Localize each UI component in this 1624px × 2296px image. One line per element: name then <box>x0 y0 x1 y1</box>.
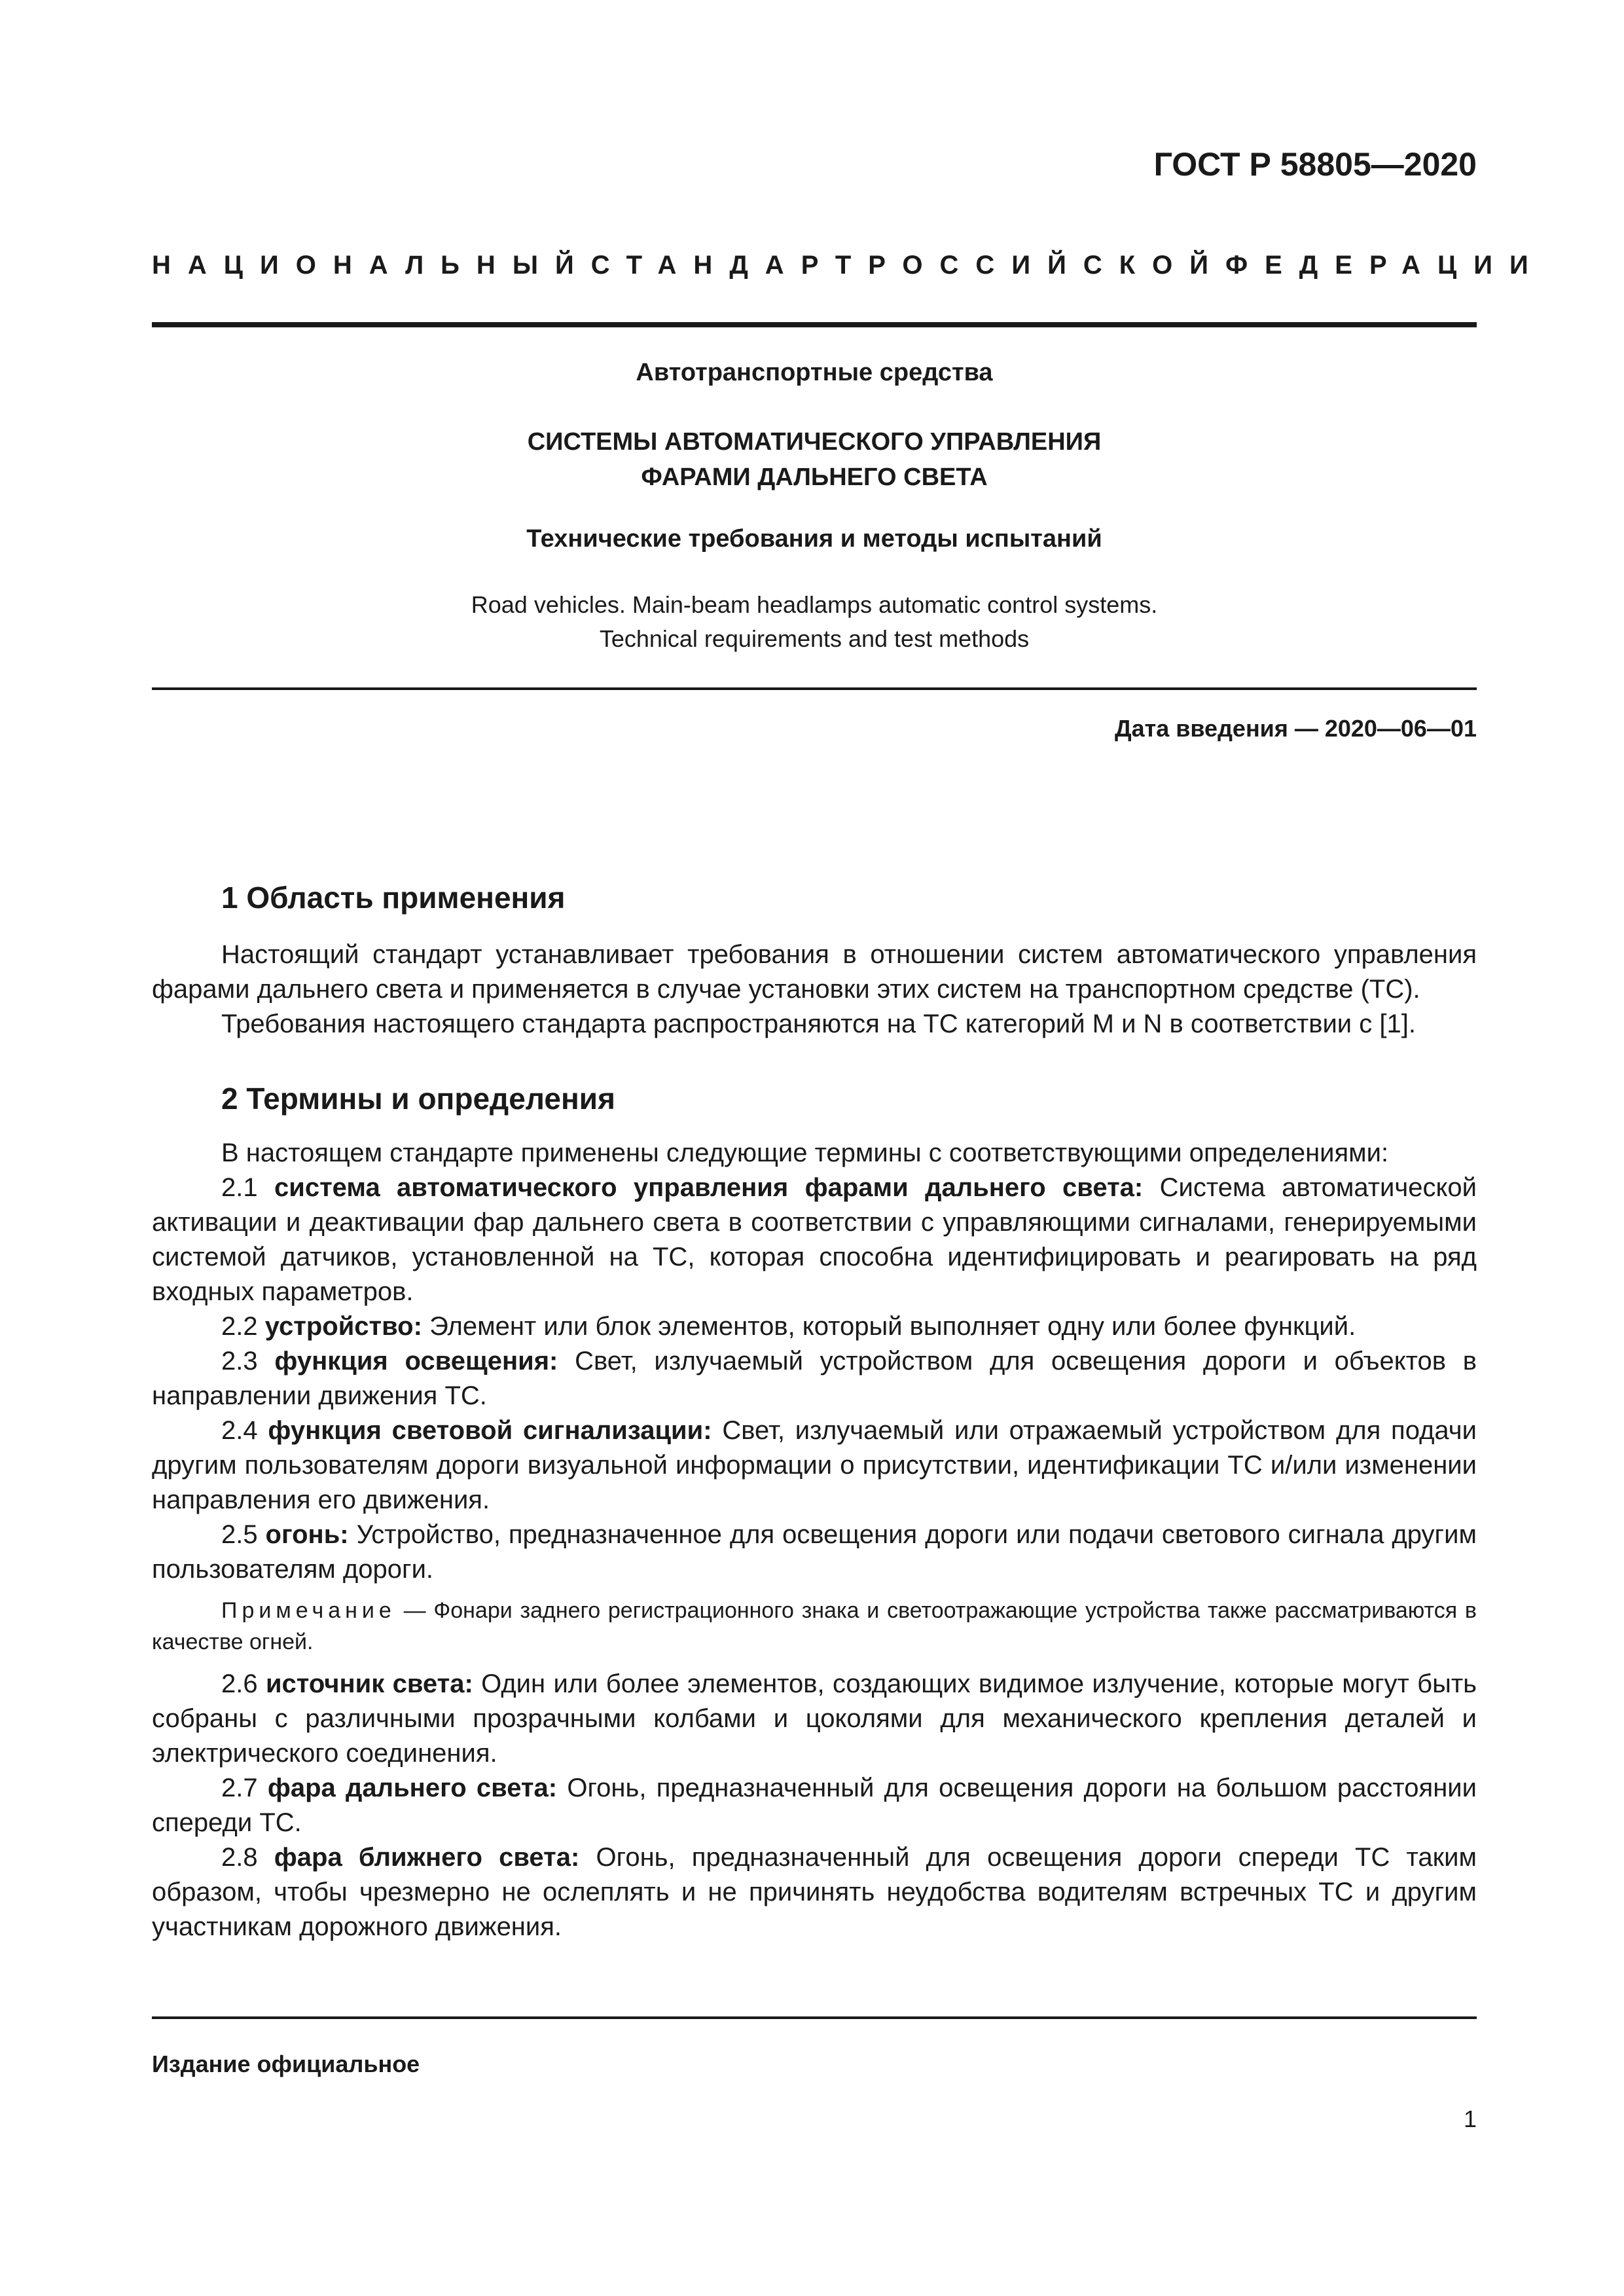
definition-2-2 <box>152 1309 1477 1344</box>
banner-word-4: ФЕДЕРАЦИИ <box>1225 251 1545 280</box>
definition-2-7 <box>152 1771 1477 1840</box>
definition-number: 2.5 <box>221 1520 258 1549</box>
english-title <box>152 588 1477 656</box>
definition-text: Система автоматической активации и деактивации фар дальнего света в соответствии с управляющими сигналами, генерируемыми системой датчиков, установленной на ТС, которая способна идентифицировать и реагировать на ряд входных параметров. <box>152 1173 1477 1306</box>
standard-code: ГОСТ Р 58805—2020 <box>1153 146 1477 183</box>
definition-term: фара дальнего света: <box>267 1774 558 1802</box>
note <box>152 1595 1477 1658</box>
title-line-2: ФАРАМИ ДАЛЬНЕГО СВЕТА <box>641 464 988 491</box>
english-title-line-2: Technical requirements and test methods <box>599 625 1030 652</box>
definition-term: источник света: <box>265 1669 473 1698</box>
definition-text: Устройство, предназначенное для освещения дороги или подачи светового сигнала другим пользователям дороги. <box>152 1520 1477 1584</box>
definition-2-1 <box>152 1171 1477 1309</box>
definition-number: 2.3 <box>221 1347 258 1376</box>
definition-number: 2.7 <box>221 1774 258 1802</box>
page-number: 1 <box>1463 2105 1477 2132</box>
section-2 <box>152 1082 1477 1944</box>
definition-term: огонь: <box>265 1520 349 1549</box>
english-title-line-1: Road vehicles. Main-beam headlamps automatic control systems. <box>471 591 1158 618</box>
header-divider <box>152 322 1477 327</box>
introduction-date: Дата введения — 2020—06—01 <box>1114 715 1477 742</box>
definition-term: функция освещения: <box>274 1347 558 1376</box>
title-line-1: СИСТЕМЫ АВТОМАТИЧЕСКОГО УПРАВЛЕНИЯ <box>527 428 1102 456</box>
definition-text: Огонь, предназначенный для освещения дороги спереди ТС таким образом, чтобы чрезмерно не ослеплять и не причинять неудобства водителям встречных ТС и другим участникам дорожного движения. <box>152 1843 1477 1941</box>
document-category: Автотранспортные средства <box>636 359 993 386</box>
banner-word-2: СТАНДАРТ <box>590 251 869 280</box>
section-2-heading: 2 Термины и определения <box>221 1082 615 1116</box>
section-1-paragraph-2: Требования настоящего стандарта распространяются на ТС категорий М и N в соответствии с [1]. <box>221 1010 1416 1038</box>
banner-word-1: НАЦИОНАЛЬНЫЙ <box>152 251 591 280</box>
standard-banner <box>152 251 1545 280</box>
section-1-paragraph-1: Настоящий стандарт устанавливает требования в отношении систем автоматического управления фарами дальнего света и применяется в случае установки этих систем на транспортном средстве (ТС). <box>152 940 1477 1004</box>
definition-term: функция световой сигнализации: <box>268 1416 712 1445</box>
note-text: — Фонари заднего регистрационного знака и светоотражающие устройства также рассматриваются в качестве огней. <box>152 1598 1477 1654</box>
definition-2-8 <box>152 1840 1477 1944</box>
note-label: Примечание <box>221 1598 396 1623</box>
section-1 <box>152 881 1477 1042</box>
definition-number: 2.8 <box>221 1843 258 1872</box>
definition-2-5 <box>152 1518 1477 1587</box>
definition-term: фара ближнего света: <box>274 1843 580 1872</box>
section-1-heading: 1 Область применения <box>221 881 566 915</box>
definition-text: Огонь, предназначенный для освещения дороги на большом расстоянии спереди ТС. <box>152 1774 1477 1837</box>
definition-number: 2.4 <box>221 1416 258 1445</box>
definition-2-3 <box>152 1344 1477 1413</box>
definition-text: Элемент или блок элементов, который выполняет одну или более функций. <box>429 1312 1356 1341</box>
definition-term: устройство: <box>264 1312 422 1341</box>
definition-text: Свет, излучаемый устройством для освещения дороги и объектов в направлении движения ТС. <box>152 1347 1477 1410</box>
definition-number: 2.6 <box>221 1669 258 1698</box>
footer-divider <box>152 2016 1477 2019</box>
definition-number: 2.2 <box>221 1312 258 1341</box>
document-title <box>152 424 1477 495</box>
definition-2-6 <box>152 1667 1477 1771</box>
edition-label: Издание официальное <box>152 2050 420 2077</box>
definition-number: 2.1 <box>221 1173 258 1202</box>
definition-2-4 <box>152 1413 1477 1518</box>
definition-term: система автоматического управления фарами дальнего света: <box>274 1173 1144 1202</box>
banner-word-3: РОССИЙСКОЙ <box>868 251 1225 280</box>
title-divider <box>152 687 1477 690</box>
section-2-intro: В настоящем стандарте применены следующие термины с соответствующими определениями: <box>221 1139 1389 1167</box>
definition-text: Свет, излучаемый или отражаемый устройством для подачи другим пользователям дороги визуальной информации о присутствии, идентификации ТС и/или изменении направления его движения. <box>152 1416 1477 1514</box>
document-subtitle: Технические требования и методы испытаний <box>526 525 1102 553</box>
definition-text: Один или более элементов, создающих видимое излучение, которые могут быть собраны с различными прозрачными колбами и цоколями для механического крепления деталей и электрического соединения. <box>152 1669 1477 1768</box>
